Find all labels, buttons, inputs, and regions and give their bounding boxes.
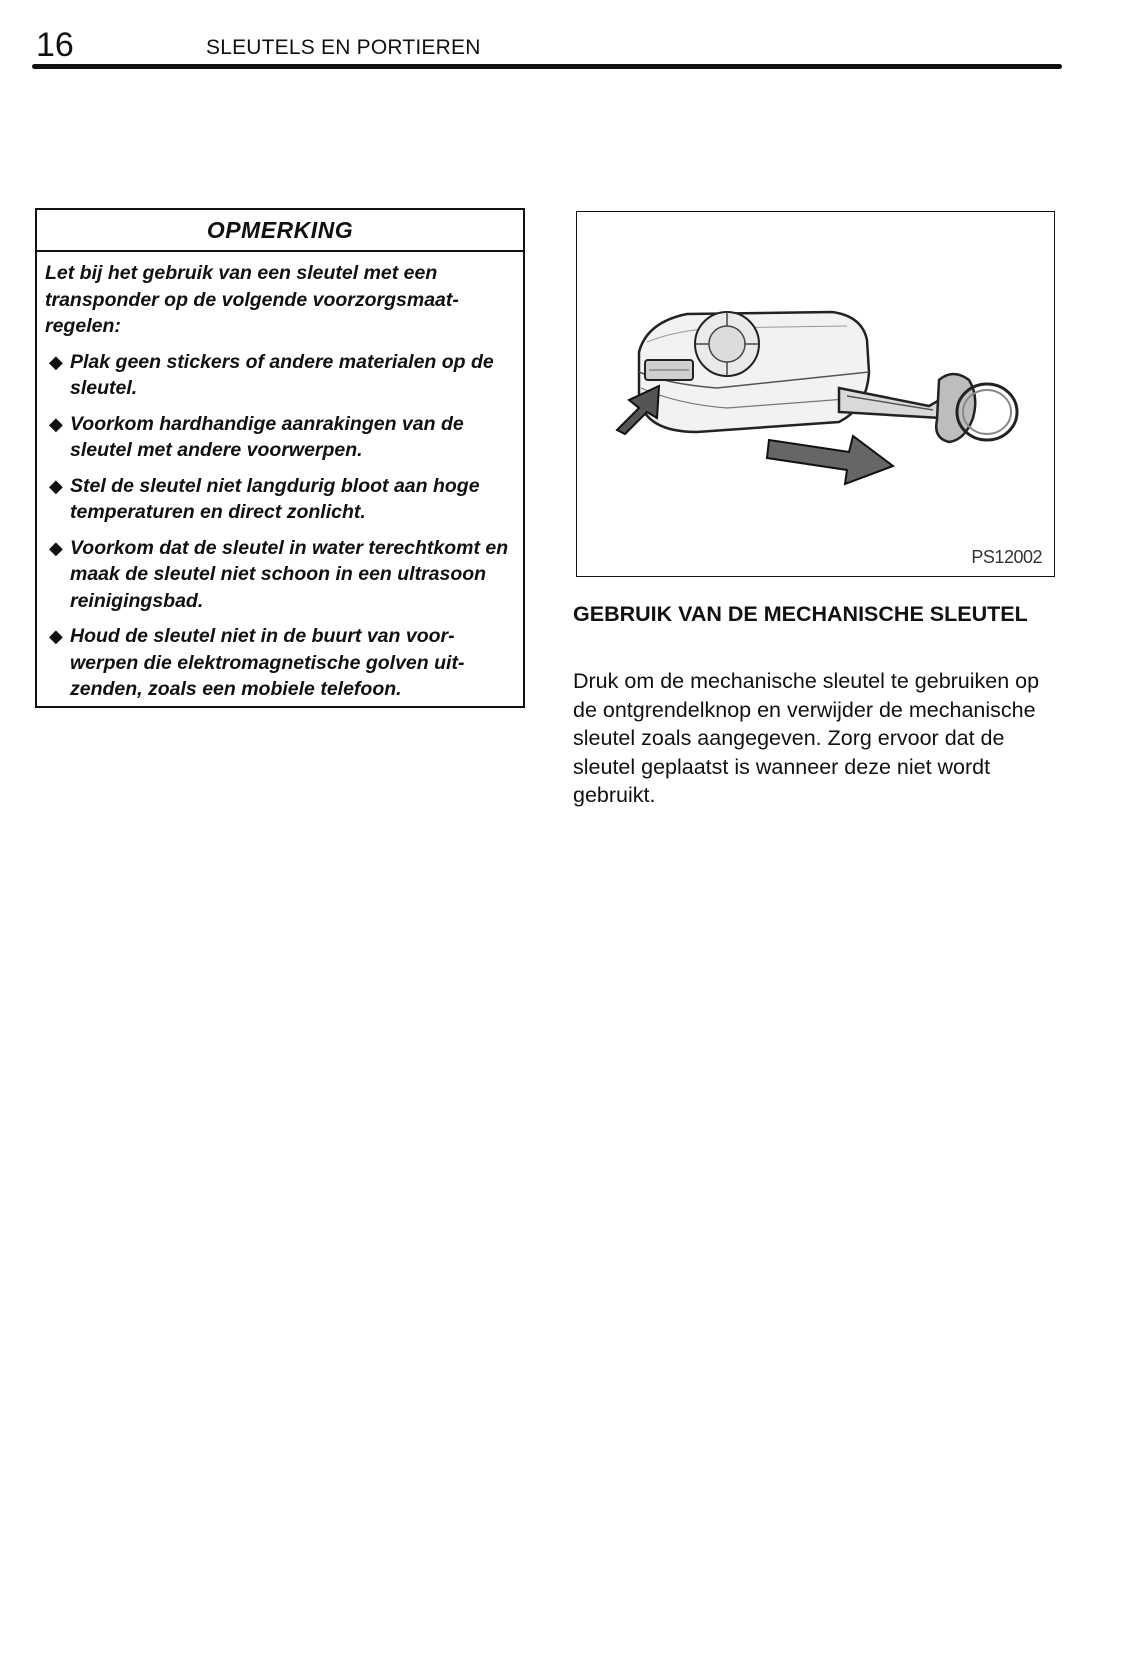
note-item-text: Stel de sleutel niet langdurig bloot aan hoge temperaturen en direct zonlicht. bbox=[70, 474, 480, 523]
note-title: OPMERKING bbox=[37, 210, 523, 252]
page-number: 16 bbox=[36, 26, 74, 64]
note-list bbox=[45, 349, 513, 703]
note-body bbox=[37, 252, 523, 703]
pull-arrow-icon bbox=[767, 436, 893, 484]
chapter-title: SLEUTELS EN PORTIEREN bbox=[206, 36, 481, 59]
note-intro: Let bij het gebruik van een sleutel met een transponder op de volgende voorzorgsmaatregelen: bbox=[45, 262, 459, 337]
key-illustration-drawing bbox=[577, 212, 1053, 575]
note-box bbox=[35, 208, 525, 708]
section-body: Druk om de mechanische sleutel te gebruiken op de ontgrendelknop en verwijder de mechanische sleutel zoals aangegeven. Zorg ervoor dat de sleutel geplaatst is wanneer deze niet wordt gebruikt. bbox=[573, 669, 1040, 808]
key-fob-icon bbox=[639, 312, 869, 432]
diamond-bullet-icon: ◆ bbox=[49, 413, 63, 434]
diamond-bullet-icon: ◆ bbox=[49, 351, 63, 372]
diamond-bullet-icon: ◆ bbox=[49, 626, 63, 646]
note-item bbox=[45, 411, 513, 464]
note-item-text: Voorkom hardhandige aanrakingen van de sleutel met andere voorwerpen. bbox=[70, 412, 464, 461]
diamond-bullet-icon: ◆ bbox=[49, 537, 63, 558]
note-item-text: Plak geen stickers of andere materialen op de sleutel. bbox=[70, 350, 494, 399]
note-item-text: Houd de sleutel niet in de buurt van voorwerpen die elektromagnetische golven uitzenden, zoals een mobiele telefoon. bbox=[70, 625, 465, 700]
note-item bbox=[45, 623, 513, 703]
diamond-bullet-icon: ◆ bbox=[49, 475, 63, 496]
note-item bbox=[45, 473, 513, 526]
note-item bbox=[45, 535, 513, 615]
note-item bbox=[45, 349, 513, 402]
note-item-text: Voorkom dat de sleutel in water terechtkomt en maak de sleutel niet schoon in een ultrasoon reinigingsbad. bbox=[70, 536, 509, 612]
section-heading: GEBRUIK VAN DE MECHANISCHE SLEUTEL bbox=[573, 602, 1028, 626]
figure-id: PS12002 bbox=[971, 547, 1042, 567]
key-illustration bbox=[576, 211, 1055, 577]
header-rule bbox=[32, 64, 1062, 69]
